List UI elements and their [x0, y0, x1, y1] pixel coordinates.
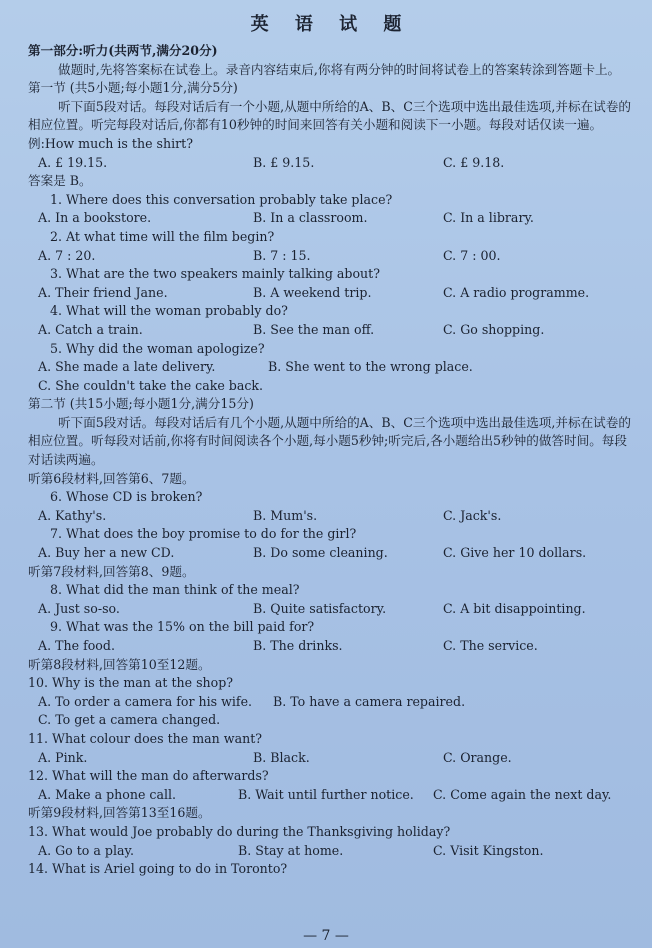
option-b: B. A weekend trip. [253, 284, 372, 300]
example-question: 例:How much is the shirt? [28, 135, 193, 151]
question-5-options-ab [28, 358, 634, 377]
option-b: B. Stay at home. [238, 842, 344, 858]
question-2: 2. At what time will the film begin? [50, 228, 275, 244]
question-10-options-ab [28, 693, 634, 712]
example-options [28, 154, 634, 173]
question-6-options [28, 507, 634, 526]
option-a: A. Just so-so. [38, 600, 120, 616]
option-a: A. Buy her a new CD. [38, 545, 175, 561]
section1-instructions: 听下面5段对话。每段对话后有一个小题,从题中所给的A、B、C三个选项中选出最佳选项,并标在试卷的相应位置。听完每段对话后,你都有10秒钟的时间来回答有关小题和阅读下一小题。每段对话仅读一遍。 [28, 98, 631, 133]
question-8-options [28, 600, 634, 619]
option-a: A. In a bookstore. [38, 210, 152, 226]
option-a: A. Make a phone call. [38, 786, 177, 802]
question-4-options [28, 321, 634, 340]
option-c: C. The service. [443, 638, 538, 653]
option-b: B. Quite satisfactory. [253, 600, 387, 616]
question-13: 13. What would Joe probably do during the Thanksgiving holiday? [28, 823, 451, 839]
option-b: B. Do some cleaning. [253, 545, 388, 561]
question-9-options [28, 637, 634, 656]
option-a: A. Kathy's. [38, 507, 107, 523]
page-number: — 7 — [303, 928, 349, 944]
question-3-options [28, 284, 634, 303]
option-b: B. 7 : 15. [253, 247, 311, 263]
option-a: A. Go to a play. [38, 842, 134, 858]
option-c: C. 7 : 00. [443, 247, 501, 263]
material-9-heading: 听第9段材料,回答第13至16题。 [28, 805, 211, 821]
page-title: 英 语 试 题 [250, 14, 412, 35]
question-12-options [28, 786, 634, 805]
option-b: B. Black. [253, 749, 310, 765]
question-10: 10. Why is the man at the shop? [28, 675, 234, 691]
option-c: C. A bit disappointing. [443, 600, 586, 616]
question-6: 6. Whose CD is broken? [50, 489, 203, 505]
option-b: B. To have a camera repaired. [273, 693, 466, 709]
section2-instructions: 听下面5段对话。每段对话后有几个小题,从题中所给的A、B、C三个选项中选出最佳选项,并标在试卷的相应位置。听每段对话前,你将有时间阅读各个小题,每小题5秒钟;听完后,各小题给出5秒钟的做答时间。每段对话读两遍。 [28, 414, 631, 468]
intro-paragraph: 做题时,先将答案标在试卷上。录音内容结束后,你将有两分钟的时间将试卷上的答案转涂到答题卡上。 [58, 61, 621, 77]
question-13-options [28, 842, 634, 861]
option-c: C. She couldn't take the cake back. [38, 377, 264, 393]
question-1: 1. Where does this conversation probably take place? [50, 191, 393, 207]
question-2-options [28, 247, 634, 266]
question-3: 3. What are the two speakers mainly talking about? [50, 266, 380, 282]
option-a: A. To order a camera for his wife. [38, 693, 253, 709]
option-c: C. Give her 10 dollars. [443, 545, 587, 561]
question-4: 4. What will the woman probably do? [50, 303, 288, 319]
option-a: A. 7 : 20. [38, 247, 96, 263]
option-b: B. Mum's. [253, 507, 318, 523]
question-14: 14. What is Ariel going to do in Toronto? [28, 861, 288, 877]
section2-heading: 第二节 (共15小题;每小题1分,满分15分) [28, 396, 254, 412]
material-8-heading: 听第8段材料,回答第10至12题。 [28, 656, 211, 672]
option-a: A. Pink. [38, 749, 88, 765]
option-c: C. Orange. [443, 749, 512, 765]
question-10-options-c [28, 711, 634, 730]
option-b: B. Wait until further notice. [238, 786, 414, 802]
section1-heading: 第一节 (共5小题;每小题1分,满分5分) [28, 80, 238, 96]
option-c: C. A radio programme. [443, 284, 590, 300]
option-a: A. She made a late delivery. [38, 359, 216, 375]
option-b: B. £ 9.15. [253, 154, 315, 170]
option-c: C. £ 9.18. [443, 154, 505, 170]
question-9: 9. What was the 15% on the bill paid for? [50, 619, 315, 635]
option-c: C. Jack's. [443, 507, 502, 523]
question-5-options-c [28, 377, 634, 396]
option-b: B. The drinks. [253, 638, 343, 653]
material-6-heading: 听第6段材料,回答第6、7题。 [28, 470, 195, 486]
question-1-options [28, 209, 634, 228]
option-a: A. £ 19.15. [38, 154, 108, 170]
option-b: B. See the man off. [253, 321, 375, 337]
option-a: A. Catch a train. [38, 321, 143, 337]
question-5: 5. Why did the woman apologize? [50, 340, 265, 356]
material-7-heading: 听第7段材料,回答第8、9题。 [28, 563, 195, 579]
question-11-options [28, 749, 634, 768]
question-8: 8. What did the man think of the meal? [50, 582, 300, 598]
question-7-options [28, 544, 634, 563]
option-c: C. Visit Kingston. [433, 842, 544, 858]
option-c: C. To get a camera changed. [38, 712, 221, 728]
part-heading: 第一部分:听力(共两节,满分20分) [28, 43, 218, 58]
example-answer: 答案是 B。 [28, 173, 92, 189]
option-a: A. Their friend Jane. [38, 284, 168, 300]
option-c: C. Come again the next day. [433, 786, 612, 802]
question-11: 11. What colour does the man want? [28, 730, 263, 746]
question-12: 12. What will the man do afterwards? [28, 768, 269, 784]
option-c: C. Go shopping. [443, 321, 545, 337]
option-b: B. She went to the wrong place. [268, 359, 473, 375]
option-b: B. In a classroom. [253, 210, 368, 226]
option-a: A. The food. [38, 638, 115, 653]
question-7: 7. What does the boy promise to do for the girl? [50, 526, 357, 542]
option-c: C. In a library. [443, 210, 534, 226]
